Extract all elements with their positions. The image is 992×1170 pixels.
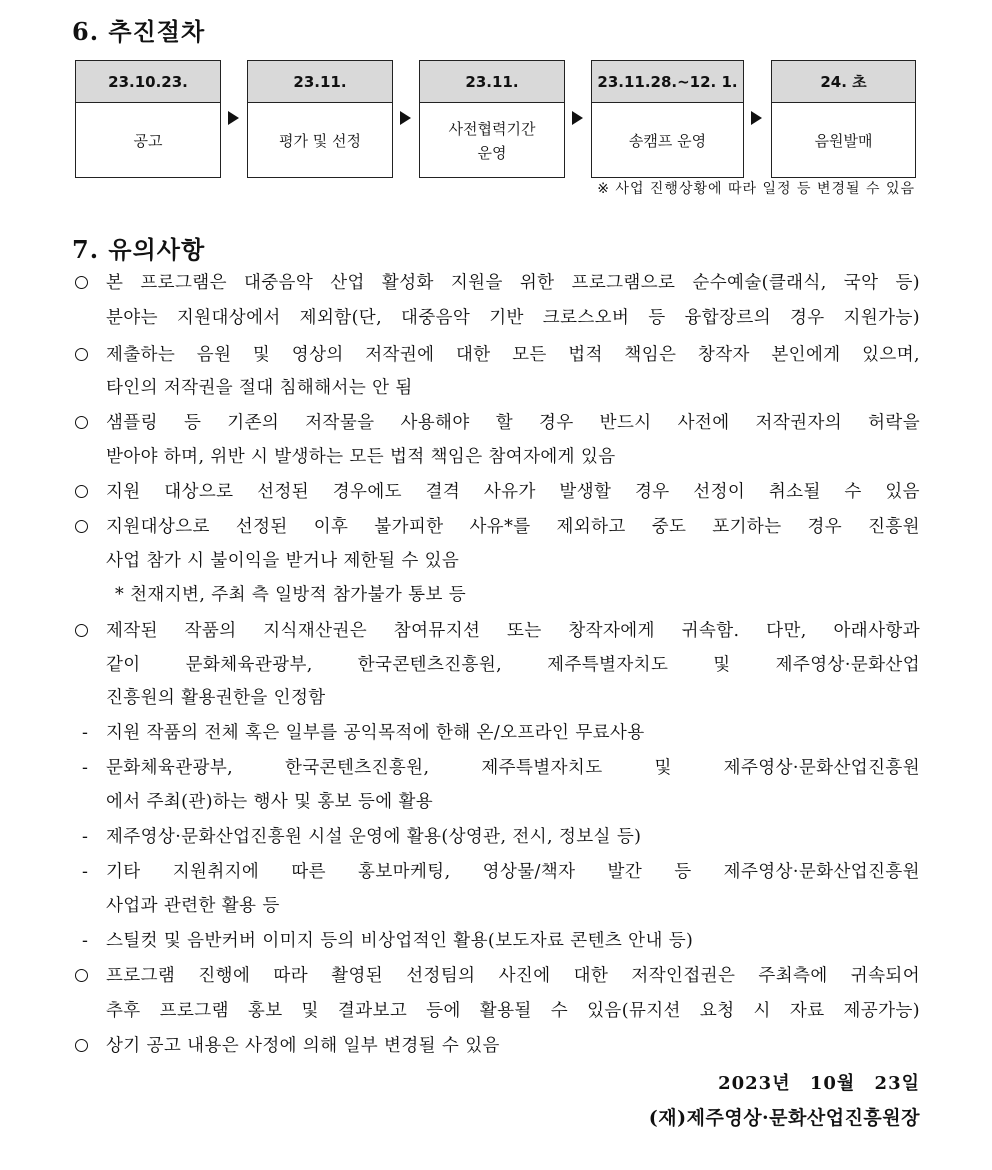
arrow-right-icon bbox=[228, 111, 239, 125]
issuer-name: (재)제주영상·문화산업진흥원장 bbox=[648, 1107, 920, 1129]
list-item bbox=[0, 406, 992, 440]
arrow-right-icon bbox=[751, 111, 762, 125]
sub-item-continuation bbox=[0, 785, 992, 819]
item-text: 지원대상으로 선정된 이후 불가피한 사유*를 제외하고 중도 포기하는 경우 진흥원 bbox=[106, 517, 920, 537]
item-text: 지원 작품의 전체 혹은 일부를 공익목적에 한해 온/오프라인 무료사용 bbox=[106, 723, 645, 743]
sub-item bbox=[0, 855, 992, 889]
circle-bullet-icon bbox=[75, 348, 88, 361]
item-text: 분야는 지원대상에서 제외함(단, 대중음악 기반 크로스오버 등 융합장르의 경우 지원가능) bbox=[106, 308, 920, 328]
circle-bullet-icon bbox=[75, 520, 88, 533]
step-date: 23.10.23. bbox=[76, 61, 220, 103]
sub-item bbox=[0, 924, 992, 958]
arrow-right-icon bbox=[572, 111, 583, 125]
list-item-continuation bbox=[0, 681, 992, 715]
dash-bullet: - bbox=[82, 862, 88, 882]
dash-bullet: - bbox=[82, 931, 88, 951]
circle-bullet-icon bbox=[75, 969, 88, 982]
process-step-evaluation bbox=[247, 60, 393, 178]
footnote-text: * 천재지변, 주최 측 일방적 참가불가 통보 등 bbox=[115, 585, 467, 605]
step-label: 공고 bbox=[133, 131, 163, 150]
sub-item bbox=[0, 716, 992, 750]
step-date: 23.11.28.~12. 1. bbox=[592, 61, 743, 103]
item-text: 제출하는 음원 및 영상의 저작권에 대한 모든 법적 책임은 창작자 본인에게 있으며, bbox=[106, 345, 920, 365]
item-text: 제작된 작품의 지식재산권은 참여뮤지션 또는 창작자에게 귀속함. 다만, 아래사항과 bbox=[106, 621, 920, 641]
step-date: 24. 초 bbox=[772, 61, 915, 103]
list-item-continuation bbox=[0, 301, 992, 335]
list-item bbox=[0, 959, 992, 993]
dash-bullet: - bbox=[82, 723, 88, 743]
item-text: 타인의 저작권을 절대 침해해서는 안 됨 bbox=[106, 378, 413, 398]
item-text: 진흥원의 활용권한을 인정함 bbox=[106, 688, 326, 708]
step-label: 사전협력기간 운영 bbox=[448, 119, 536, 162]
item-text: 제주영상·문화산업진흥원 시설 운영에 활용(상영관, 전시, 정보실 등) bbox=[106, 827, 642, 847]
sub-item-continuation bbox=[0, 889, 992, 923]
item-text: 문화체육관광부, 한국콘텐츠진흥원, 제주특별자치도 및 제주영상·문화산업진흥원 bbox=[106, 758, 920, 778]
circle-bullet-icon bbox=[75, 624, 88, 637]
step-label: 평가 및 선정 bbox=[279, 131, 361, 150]
arrow-right-icon bbox=[400, 111, 411, 125]
item-text: 에서 주최(관)하는 행사 및 홍보 등에 활용 bbox=[106, 792, 434, 812]
circle-bullet-icon bbox=[75, 1039, 88, 1052]
circle-bullet-icon bbox=[75, 276, 88, 289]
list-item bbox=[0, 510, 992, 544]
section-7-title: 7. 유의사항 bbox=[72, 235, 206, 264]
step-date: 23.11. bbox=[248, 61, 392, 103]
item-text: 프로그램 진행에 따라 촬영된 선정팀의 사진에 대한 저작인접권은 주최측에 귀속되어 bbox=[106, 966, 920, 986]
step-date: 23.11. bbox=[420, 61, 564, 103]
item-text: 상기 공고 내용은 사정에 의해 일부 변경될 수 있음 bbox=[106, 1036, 500, 1056]
process-step-announcement bbox=[75, 60, 221, 178]
sub-item bbox=[0, 751, 992, 785]
process-step-pre-cooperation bbox=[419, 60, 565, 178]
dash-bullet: - bbox=[82, 758, 88, 778]
schedule-note: ※ 사업 진행상황에 따라 일정 등 변경될 수 있음 bbox=[597, 181, 915, 197]
circle-bullet-icon bbox=[75, 485, 88, 498]
step-label: 음원발매 bbox=[814, 131, 873, 150]
item-text: 사업 참가 시 불이익을 받거나 제한될 수 있음 bbox=[106, 551, 460, 571]
item-text: 받아야 하며, 위반 시 발생하는 모든 법적 책임은 참여자에게 있음 bbox=[106, 447, 616, 467]
footnote bbox=[0, 578, 992, 612]
list-item bbox=[0, 614, 992, 648]
item-text: 같이 문화체육관광부, 한국콘텐츠진흥원, 제주특별자치도 및 제주영상·문화산업 bbox=[106, 655, 920, 675]
list-item-continuation bbox=[0, 440, 992, 474]
circle-bullet-icon bbox=[75, 416, 88, 429]
section-6-title: 6. 추진절차 bbox=[72, 17, 206, 46]
dash-bullet: - bbox=[82, 827, 88, 847]
list-item-continuation bbox=[0, 371, 992, 405]
document-date: 2023년 10월 23일 bbox=[718, 1073, 920, 1094]
list-item bbox=[0, 1029, 992, 1063]
item-text: 사업과 관련한 활용 등 bbox=[106, 896, 280, 916]
list-item bbox=[0, 266, 992, 300]
item-text: 추후 프로그램 홍보 및 결과보고 등에 활용될 수 있음(뮤지션 요청 시 자료 제공가능) bbox=[106, 1001, 920, 1021]
item-text: 샘플링 등 기존의 저작물을 사용해야 할 경우 반드시 사전에 저작권자의 허락을 bbox=[106, 413, 920, 433]
sub-item bbox=[0, 820, 992, 854]
item-text: 지원 대상으로 선정된 경우에도 결격 사유가 발생할 경우 선정이 취소될 수 있음 bbox=[106, 482, 920, 502]
list-item-continuation bbox=[0, 994, 992, 1028]
process-step-song-camp bbox=[591, 60, 744, 178]
list-item-continuation bbox=[0, 544, 992, 578]
step-label: 송캠프 운영 bbox=[628, 131, 707, 150]
item-text: 본 프로그램은 대중음악 산업 활성화 지원을 위한 프로그램으로 순수예술(클래식, 국악 등) bbox=[106, 273, 920, 293]
list-item bbox=[0, 338, 992, 372]
item-text: 스틸컷 및 음반커버 이미지 등의 비상업적인 활용(보도자료 콘텐츠 안내 등) bbox=[106, 931, 694, 951]
process-step-release bbox=[771, 60, 916, 178]
list-item bbox=[0, 475, 992, 509]
item-text: 기타 지원취지에 따른 홍보마케팅, 영상물/책자 발간 등 제주영상·문화산업진흥원 bbox=[106, 862, 920, 882]
list-item-continuation bbox=[0, 648, 992, 682]
